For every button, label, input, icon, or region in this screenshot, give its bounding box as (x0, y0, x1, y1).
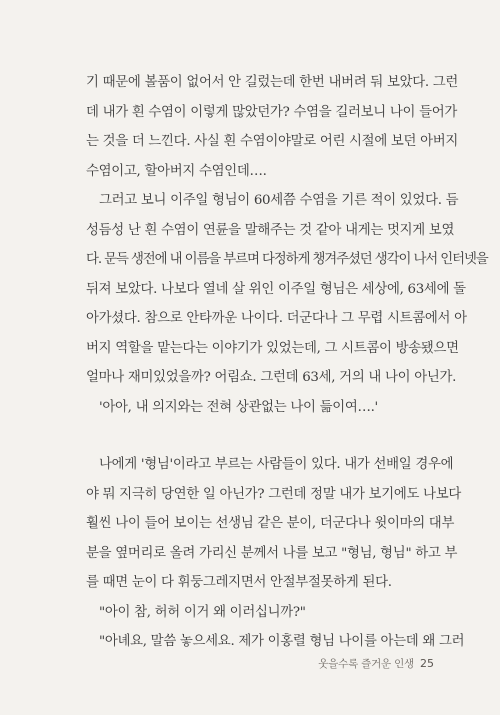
body-text (86, 68, 488, 657)
text-line: 수염이고, 할아버지 수염인데…. (86, 163, 267, 179)
section-gap (86, 422, 434, 450)
page-number: 25 (420, 657, 434, 670)
text-line: 그러고 보니 이주일 형님이 60세쯤 수염을 기른 적이 있었다. 듬 (99, 193, 459, 208)
text-line: 다. 문득 생전에 내 이름을 부르며 다정하게 챙겨주셨던 생각이 나서 인터넷을 (86, 252, 488, 267)
page-footer (318, 656, 434, 671)
text-line: 얼마나 재미있었을까? 어림쇼. 그런데 63세, 거의 내 나이 아닌가. (86, 370, 457, 385)
text-line: 를 때면 눈이 다 휘둥그레지면서 안절부절못하게 된다. (86, 575, 392, 590)
text-line: 데 내가 흰 수염이 이렇게 많았던가? 수염을 길러보니 나이 들어가 (86, 104, 458, 120)
text-line: 아가셨다. 참으로 안타까운 나이다. 더군다나 그 무렵 시트콤에서 아 (86, 311, 467, 326)
text-line: 는 것을 더 느낀다. 사실 흰 수염이야말로 어린 시절에 보던 아버지 (86, 134, 459, 149)
text-line: 뒤져 보았다. 나보다 열네 살 위인 이주일 형님은 세상에, 63세에 돌 (86, 281, 466, 297)
running-title: 웃을수록 즐거운 인생 (318, 658, 414, 670)
quote-line: '아아, 내 의지와는 전혀 상관없는 나이 듦이여….' (99, 399, 378, 415)
text-line: 나에게 '형님'이라고 부르는 사람들이 있다. 내가 선배일 경우에 (99, 457, 454, 472)
text-line: 야 뭐 지극히 당연한 일 아닌가? 그런데 정말 내가 보기에도 나보다 (86, 486, 461, 502)
text-line: 훨씬 나이 들어 보이는 선생님 같은 분이, 더군다나 윗이마의 대부 (86, 516, 455, 531)
text-line: 기 때문에 볼품이 없어서 안 길렀는데 한번 내버려 둬 보았다. 그런 (86, 75, 459, 90)
dialogue-line: "아이 참, 허허 이거 왜 이러십니까?" (99, 604, 306, 620)
text-line: 성듬성 난 흰 수염이 연륜을 말해주는 것 같아 내게는 멋지게 보였 (86, 222, 455, 238)
dialogue-line: "아녜요, 말씀 놓으세요. 제가 이홍렬 형님 나이를 아는데 왜 그러 (99, 634, 465, 649)
text-line: 버지 역할을 맡는다는 이야기가 있었는데, 그 시트콤이 방송됐으면 (86, 340, 459, 356)
text-line: 분을 옆머리로 올려 가리신 분께서 나를 보고 "형님, 형님" 하고 부 (86, 545, 458, 561)
